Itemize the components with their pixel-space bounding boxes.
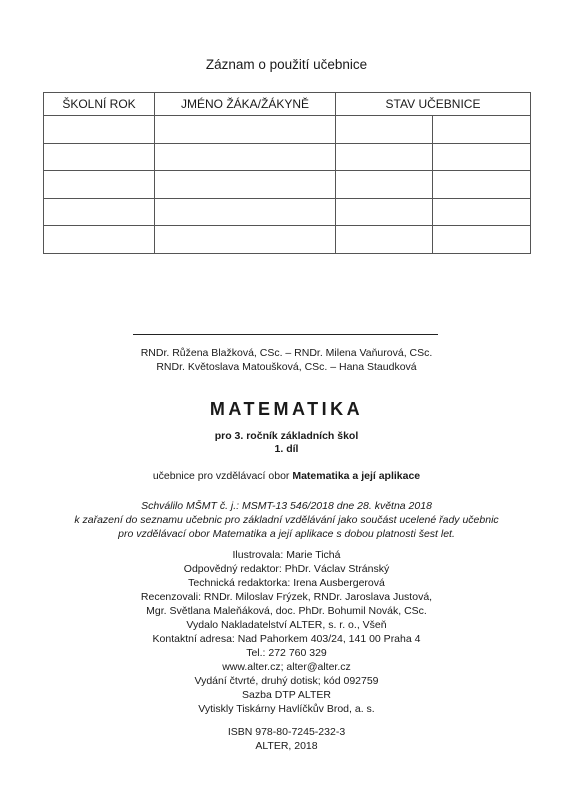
table-cell	[155, 171, 336, 199]
table-cell	[155, 198, 336, 226]
table-cell	[155, 116, 336, 144]
table-row	[44, 116, 531, 144]
authors	[0, 346, 573, 374]
table-row	[44, 143, 531, 171]
subject-line	[0, 470, 573, 482]
approval-line: pro vzdělávací obor Matematika a její aplikace s dobou platnosti šest let.	[118, 528, 455, 540]
book-part: 1. díl	[274, 443, 299, 455]
authors-line: RNDr. Květoslava Matoušková, CSc. – Hana Staudková	[156, 361, 417, 373]
credit-line: Mgr. Světlana Maleňáková, doc. PhDr. Bohumil Novák, CSc.	[146, 605, 427, 617]
divider-line	[133, 334, 438, 335]
usage-record-table	[43, 92, 531, 254]
credit-line: Vydalo Nakladatelství ALTER, s. r. o., Všeň	[186, 619, 387, 631]
table-cell	[433, 143, 531, 171]
book-title: MATEMATIKA	[209, 399, 364, 419]
approval-notice	[0, 499, 573, 541]
authors-line: RNDr. Růžena Blažková, CSc. – RNDr. Milena Vaňurová, CSc.	[140, 347, 433, 359]
book-subtitle: pro 3. ročník základních škol	[214, 430, 359, 442]
publisher-year: ALTER, 2018	[255, 740, 318, 752]
credit-line: Vytiskly Tiskárny Havlíčkův Brod, a. s.	[198, 703, 375, 715]
table-row	[44, 171, 531, 199]
credit-line: Tel.: 272 760 329	[246, 647, 327, 659]
credit-line: Sazba DTP ALTER	[242, 689, 331, 701]
table-cell	[336, 171, 433, 199]
table-cell	[336, 198, 433, 226]
isbn-number: ISBN 978-80-7245-232-3	[227, 726, 346, 738]
table-cell	[336, 116, 433, 144]
isbn-block	[0, 725, 573, 753]
credit-line: www.alter.cz; alter@alter.cz	[222, 661, 351, 673]
subject-name: Matematika a její aplikace	[292, 470, 421, 482]
table-cell	[44, 226, 155, 254]
book-subtitle-block	[0, 430, 573, 456]
credit-line: Ilustrovala: Marie Tichá	[232, 549, 341, 561]
table-cell	[44, 171, 155, 199]
credit-line: Technická redaktorka: Irena Ausbergerová	[188, 577, 385, 589]
header-book-condition: STAV UČEBNICE	[336, 93, 531, 116]
header-student-name: JMÉNO ŽÁKA/ŽÁKYNĚ	[155, 93, 336, 116]
credit-line: Odpovědný redaktor: PhDr. Václav Stránský	[183, 563, 390, 575]
table-cell	[336, 143, 433, 171]
table-cell	[433, 226, 531, 254]
table-row	[44, 226, 531, 254]
credit-line: Kontaktní adresa: Nad Pahorkem 403/24, 141 00 Praha 4	[152, 633, 421, 645]
table-cell	[336, 226, 433, 254]
table-row	[44, 198, 531, 226]
approval-line: Schválilo MŠMT č. j.: MSMT-13 546/2018 dne 28. května 2018	[141, 500, 432, 512]
table-cell	[433, 198, 531, 226]
table-cell	[44, 198, 155, 226]
table-cell	[155, 143, 336, 171]
subject-prefix: učebnice pro vzdělávací obor	[152, 470, 293, 482]
table-cell	[44, 116, 155, 144]
table-cell	[155, 226, 336, 254]
record-title: Záznam o použití učebnice	[205, 57, 368, 72]
credits	[0, 548, 573, 716]
header-school-year: ŠKOLNÍ ROK	[44, 93, 155, 116]
table-cell	[433, 171, 531, 199]
table-header-row	[44, 93, 531, 116]
table-cell	[433, 116, 531, 144]
credit-line: Recenzovali: RNDr. Miloslav Frýzek, RNDr. Jaroslava Justová,	[140, 591, 433, 603]
approval-line: k zařazení do seznamu učebnic pro základní vzdělávání jako součást ucelené řady učebnic	[74, 514, 499, 526]
credit-line: Vydání čtvrté, druhý dotisk; kód 092759	[194, 675, 379, 687]
table-cell	[44, 143, 155, 171]
